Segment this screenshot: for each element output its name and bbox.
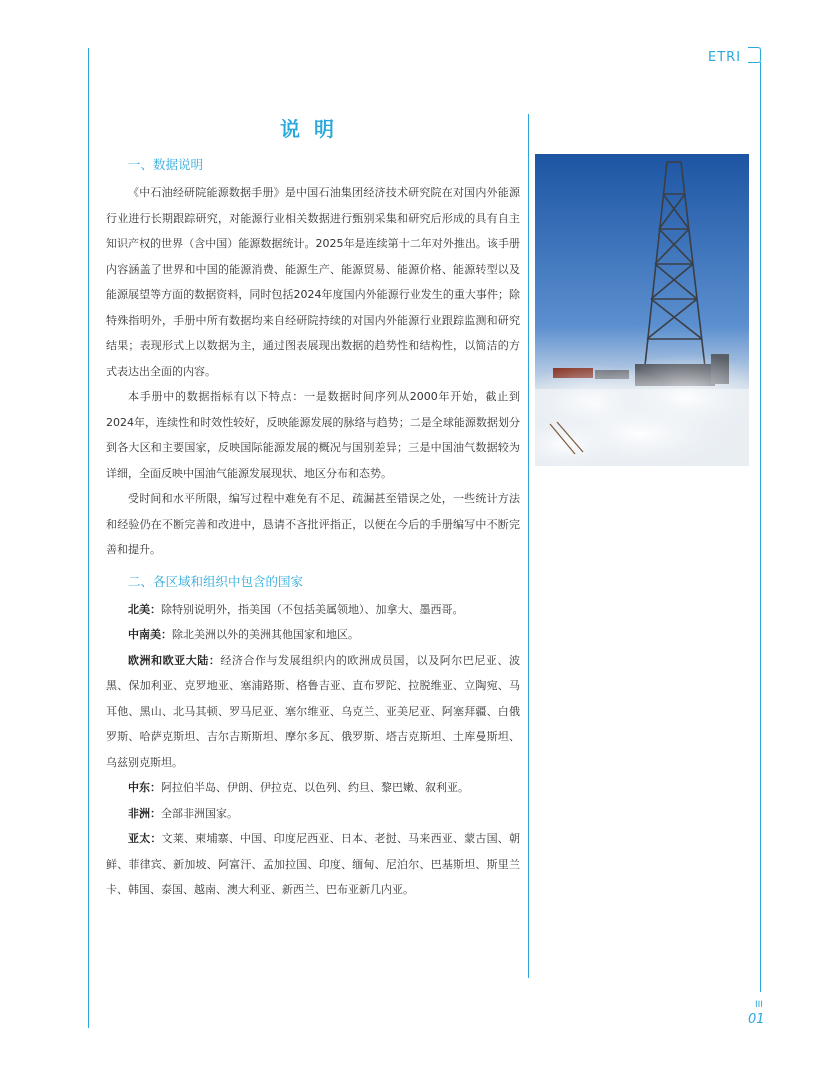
region-text: 文莱、柬埔寨、中国、印度尼西亚、日本、老挝、马来西亚、蒙古国、朝鲜、菲律宾、新加坡、阿富汗、孟加拉国、印度、缅甸、尼泊尔、巴基斯坦、斯里兰卡、韩国、泰国、越南、澳大利亚、新西兰、巴布亚新几内亚。 xyxy=(106,832,521,896)
left-margin-rule xyxy=(88,48,89,1028)
region-text: 经济合作与发展组织内的欧洲成员国，以及阿尔巴尼亚、波黑、保加利亚、克罗地亚、塞浦路斯、格鲁吉亚、直布罗陀、拉脱维亚、立陶宛、马耳他、黑山、北马其顿、罗马尼亚、塞尔维亚、乌克兰、亚美尼亚、阿塞拜疆、白俄罗斯、哈萨克斯坦、吉尔吉斯斯坦、摩尔多瓦、俄罗斯、塔吉克斯坦、土库曼斯坦、乌兹别克斯坦。 xyxy=(106,653,521,769)
section1-heading: 一、数据说明 xyxy=(128,157,204,172)
region-text: 除特别说明外，指美国（不包括美属领地）、加拿大、墨西哥。 xyxy=(161,602,464,616)
page-title: 说明 xyxy=(280,117,348,141)
region-text: 全部非洲国家。 xyxy=(161,806,238,820)
brand-mark-icon xyxy=(748,47,761,63)
page-number: 01 xyxy=(748,1012,765,1027)
region-item xyxy=(106,801,520,827)
region-item xyxy=(106,597,520,623)
region-item xyxy=(106,775,520,801)
region-name: 中南美： xyxy=(128,628,172,641)
region-name: 欧洲和欧亚大陆： xyxy=(128,653,221,667)
region-name: 亚太： xyxy=(128,832,162,845)
region-name: 非洲： xyxy=(128,806,161,820)
brand-label: ETRI xyxy=(708,50,742,65)
section2-heading: 二、各区域和组织中包含的国家 xyxy=(128,573,304,589)
region-text: 阿拉伯半岛、伊朗、伊拉克、以色列、约旦、黎巴嫩、叙利亚。 xyxy=(161,781,469,794)
section1-paragraph: 受时间和水平所限，编写过程中难免有不足、疏漏甚至错误之处，一些统计方法和经验仍在不断完善和改进中，恳请不吝批评指正，以便在今后的手册编写中不断完善和提升。 xyxy=(106,492,520,556)
region-item xyxy=(106,648,520,776)
column-divider-rule xyxy=(528,114,529,978)
main-text-column xyxy=(106,154,520,903)
section1-paragraph: 《中石油经研院能源数据手册》是中国石油集团经济技术研究院在对国内外能源行业进行长期跟踪研究，对能源行业相关数据进行甄别采集和研究后形成的具有自主知识产权的世界（含中国）能源数据统计。2025年是连续第十二年对外推出。该手册内容涵盖了世界和中国的能源消费、能源生产、能源贸易、能源价格、能源转型以及能源展望等方面的数据资料，同时包括2024年度国内外能源行业发生的重大事件；除特殊指明外，手册中所有数据均来自经研院持续的对国内外能源行业跟踪监测和研究结果；表现形式上以数据为主，通过图表展现出数据的趋势性和结构性，以简洁的方式表达出全面的内容。 xyxy=(106,186,520,378)
region-name: 中东： xyxy=(128,781,161,794)
page-marks: III xyxy=(755,1000,763,1010)
region-item xyxy=(106,826,520,903)
right-margin-rule xyxy=(760,62,761,992)
region-text: 除北美洲以外的美洲其他国家和地区。 xyxy=(172,628,359,641)
section1-paragraph: 本手册中的数据指标有以下特点：一是数据时间序列从2000年开始，截止到2024年，连续性和时效性较好，反映能源发展的脉络与趋势；二是全球能源数据划分到各大区和主要国家，反映国际能源发展的概况与国别差异；三是中国油气数据较为详细，全面反映中国油气能源发展现状、地区分布和态势。 xyxy=(106,390,520,480)
section-gap xyxy=(106,563,520,571)
region-name: 北美： xyxy=(128,602,161,616)
drilling-rig-photo xyxy=(535,154,749,466)
region-item xyxy=(106,622,520,648)
drilling-rig-illustration xyxy=(535,154,749,466)
